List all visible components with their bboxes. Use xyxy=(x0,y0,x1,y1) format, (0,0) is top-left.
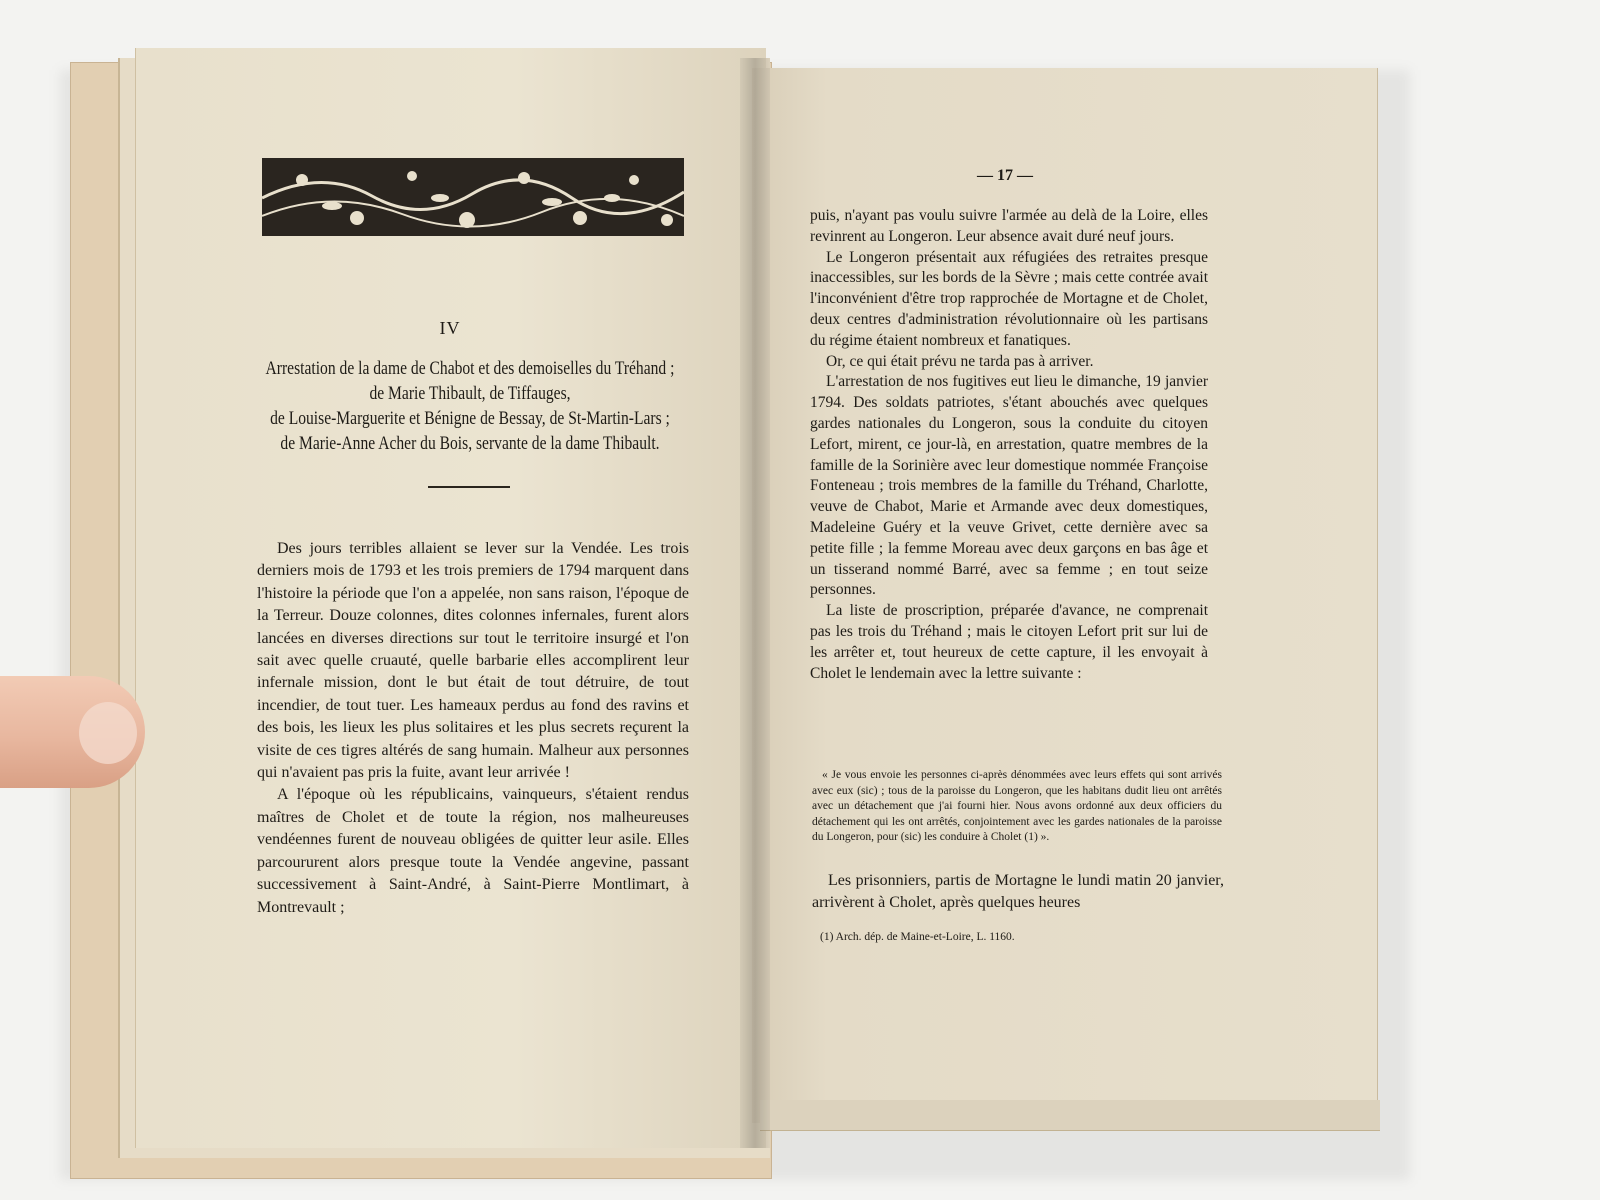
chapter-title-line: Arrestation de la dame de Chabot et des demoiselles du Tréhand ; xyxy=(265,358,675,379)
body-paragraph: L'arrestation de nos fugitives eut lieu le dimanche, 19 janvier 1794. Des soldats patriotes, s'étant abouchés avec quelques gardes nationales du Longeron, sous la conduite du citoyen Lefort, mirent, ce jour-là, en arrestation, quatre membres de la famille de la Sorinière avec leur domestique nommée Françoise Fonteneau ; trois membres de la famille du Tréhand, Charlotte, veuve de Chabot, Marie et Armande avec deux domestiques, Madeleine Guéry et la veuve Grivet, cette dernière avec sa petite fille ; la femme Moreau avec deux garçons en bas âge et un tisserand nommé Barré, avec sa femme ; en tout seize personnes. xyxy=(810,373,1208,599)
body-paragraph: A l'époque où les républicains, vainqueurs, s'étaient rendus maîtres de Cholet et de toute la région, nos malheureuses vendéennes furent de nouveau obligées de quitter leur asile. Elles parcoururent alors presque toute la Vendée angevine, passant successivement à Saint-André, à Saint-Pierre Montlimart, à Montrevault ; xyxy=(257,786,689,916)
holding-finger xyxy=(0,676,145,788)
chapter-number: IV xyxy=(439,318,461,338)
fingernail xyxy=(79,702,137,764)
footnote: (1) Arch. dép. de Maine-et-Loire, L. 1160. xyxy=(820,931,1015,943)
left-page-body xyxy=(257,538,689,919)
chapter-title-line: de Marie Thibault, de Tiffauges, xyxy=(369,383,571,404)
page-number: — 17 — xyxy=(977,167,1033,184)
chapter-title xyxy=(240,356,699,456)
book-gutter xyxy=(740,58,770,1148)
closing-body xyxy=(812,870,1224,914)
body-paragraph: puis, n'ayant pas voulu suivre l'armée au delà de la Loire, elles revinrent au Longeron. Leur absence avait duré neuf jours. xyxy=(810,207,1208,245)
right-page-edge xyxy=(760,1100,1380,1131)
quoted-letter xyxy=(812,768,1222,846)
chapter-title-line: de Marie-Anne Acher du Bois, servante de la dame Thibault. xyxy=(280,433,660,454)
chapter-title-line: de Louise-Marguerite et Bénigne de Bessay, de St-Martin-Lars ; xyxy=(270,408,670,429)
body-paragraph: Des jours terribles allaient se lever sur la Vendée. Les trois derniers mois de 1793 et les trois premiers de 1794 marquent dans l'histoire la période que l'on a appelée, non sans raison, l'époque de la Terreur. Douze colonnes, dites colonnes infernales, furent alors lancées en diverses directions sur tout le territoire insurgé et l'on sait avec quelle cruauté, quelle barbarie elles accomplirent leur infernale mission, dont le but était de tout détruire, de tout incendier, de tout tuer. Les hameaux perdus au fond des ravins et des bois, les lieux les plus solitaires et les plus secrets reçurent la visite de ces tigres altérés de sang humain. Malheur aux personnes qui n'avaient pas pris la fuite, avant leur arrivée ! xyxy=(257,540,689,782)
body-paragraph: Le Longeron présentait aux réfugiées des retraites presque inaccessibles, sur les bords de la Sèvre ; mais cette contrée avait l'inconvénient d'être trop rapprochée de Mortagne et de Cholet, deux centres d'administration révolutionnaire où les partisans du régime étaient nombreux et fanatiques. xyxy=(810,248,1208,349)
quote-text: « Je vous envoie les personnes ci-après dénommées avec leurs effets qui sont arrivés avec eux (sic) ; tous de la paroisse du Longeron, que les habitans dudit lieu ont arrêtés avec un détachement que j'ai fourni hier. Nous avons ordonné aux deux officiers du détachement qui les ont arrêtés, conjointement avec les gardes nationales de la paroisse du Longeron, pour (sic) les conduire à Cholet (1) ». xyxy=(812,769,1222,843)
body-paragraph: Or, ce qui était prévu ne tarda pas à arriver. xyxy=(826,352,1094,370)
floral-ornament-banner xyxy=(262,158,684,236)
body-paragraph: La liste de proscription, préparée d'avance, ne comprenait pas les trois du Tréhand ; mais le citoyen Lefort prit sur lui de les arrêter et, tout heureux de cette capture, il les envoyait à Cholet le lendemain avec la lettre suivante : xyxy=(810,602,1208,682)
body-paragraph: Les prisonniers, partis de Mortagne le lundi matin 20 janvier, arrivèrent à Cholet, après quelques heures xyxy=(812,872,1224,911)
right-page-body xyxy=(810,206,1208,684)
title-separator-rule xyxy=(428,486,510,488)
